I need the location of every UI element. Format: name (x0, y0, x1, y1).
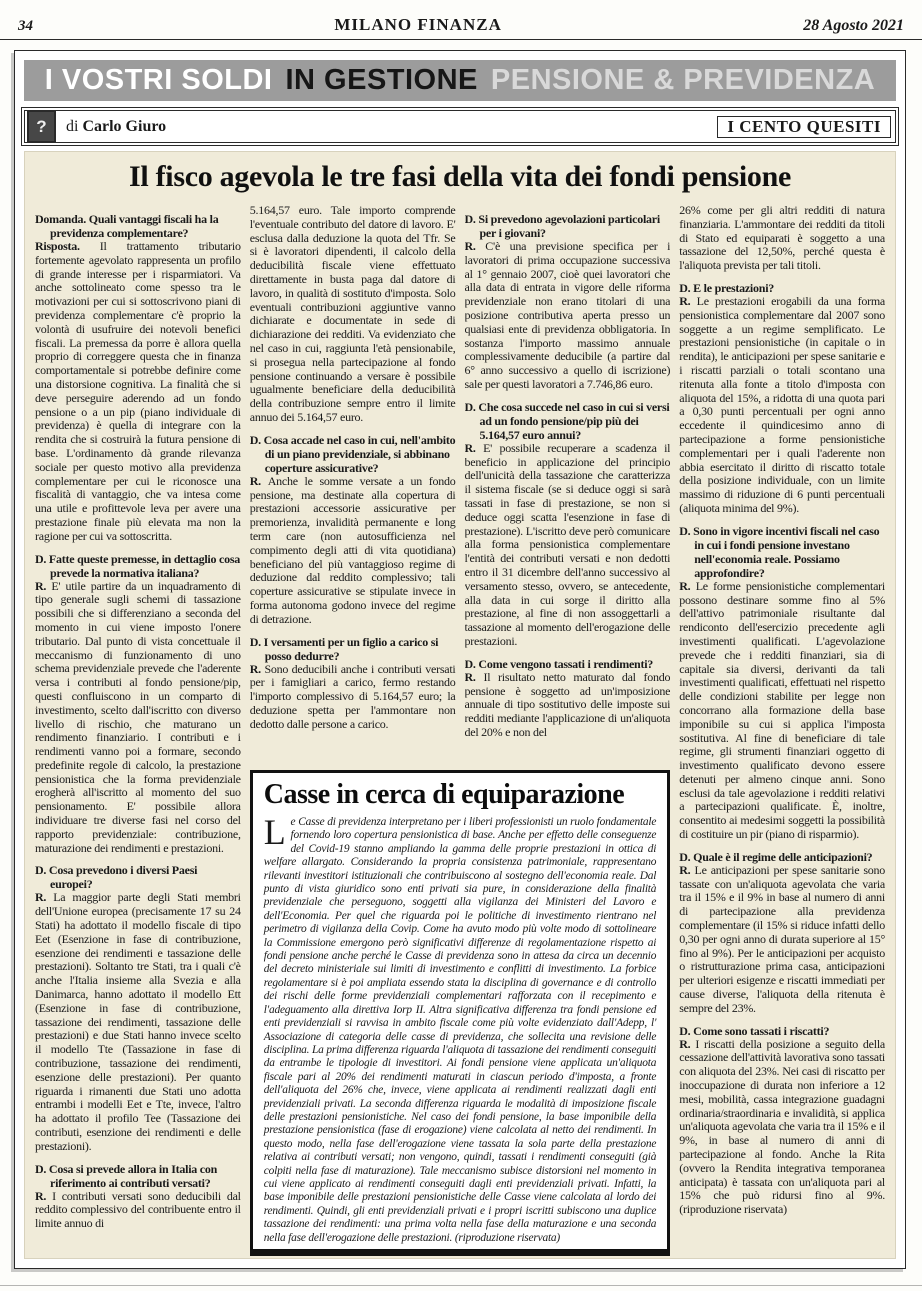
qa-lead: R. (249, 473, 261, 488)
rubric-badge: I CENTO QUESITI (717, 116, 891, 138)
qa-segment (250, 635, 456, 663)
section-banner (24, 60, 896, 101)
qa-text: D. Come sono tassati i riscatti? (679, 1023, 830, 1038)
qa-segment (35, 891, 241, 1153)
qa-text: E' utile partire da un inquadramento di tipo generale sugli schemi di tassazione possibili che si differenziano a seconda del momento in cui viene imposto l'onere tributario. Dal punto di vista concettuale il meccanismo di funzionamento di uno schema previdenziale prevede che l'aderente versa i contributi al fondo pensione/pip, questi confluiscono in un comparto di investimento, scelto dall'iscritto con diverso livello di rischio, che maturano un rendimento finanziario. I contributi e i rendimenti vanno poi a formare, secondo predefinite regole di calcolo, la prestazione pensionistica che la forma previdenziale erogherà all'iscritto al momento del suo pensionamento. E' possibile allora individuare tre diverse fasi nel corso del rapporto previdenziale: contribuzione, maturazione dei rendimenti e prestazioni. (35, 578, 241, 855)
qa-segment (679, 580, 885, 842)
bottom-divider (0, 1285, 922, 1286)
qa-text: D. Cosa accade nel caso in cui, nell'ambito di un piano previdenziale, si abbinano coperture assicurative? (249, 432, 456, 475)
article-columns (35, 204, 885, 1250)
qa-text: E' possibile recuperare a scadenza il beneficio in applicazione del principio dell'unicità della tassazione che caratterizza il sistema fiscale (se si deduce oggi si sarà tassati in fase di prestazione, se non si deduce oggi scatta l'esenzione in fase di prestazione). L'iscritto deve però comunicare alla forma pensionistica complementare l'entità dei contributi versati e non dedotti entro il 31 dicembre dell'anno successivo al versamento stesso, ovvero, se antecedente, alla data in cui sorge il diritto alla prestazione, al fine di non assoggettarli a tassazione al momento dell'erogazione delle prestazioni. (464, 440, 671, 648)
qa-segment (679, 864, 885, 1016)
byline-author: Carlo Giuro (82, 117, 167, 135)
qa-text: La maggior parte degli Stati membri dell'Unione europea (precisamente 17 su 24 Stati) ha adottato il modello fiscale di tipo Eet (Esenzione in fase di contribuzione, esenzione dei rendimenti e tassazione delle prestazioni). Soltanto tre Stati, tra i quali c'è anche l'Italia insieme alla Svezia e alla Danimarca, hanno adottato il modello Ett (Esenzione in fase di contribuzione, tassazione dei rendimenti, tassazione delle prestazioni) e due Stati hanno invece scelto il modello Tte (Tassazione in fase di contribuzione, tassazione dei rendimenti, esenzione delle prestazioni). Per quanto riguarda i rimanenti due Stati uno adotta entrambi i modelli Eet e Tte, invece, l'altro ha adottato il profilo Tee (Tassazione dei contributi, esenzione dei rendimenti e delle prestazioni). (35, 890, 241, 1153)
qa-text: I contributi versati sono deducibili dal reddito complessivo del contribuente entro il limite annuo di (35, 1188, 241, 1231)
qa-segment (465, 240, 671, 392)
qa-text: Il risultato netto maturato dal fondo pensione è soggetto ad un'imposizione annuale di tipo sostitutivo delle imposte sui redditi mediante l'applicazione di un'aliquota del 20% e non del (464, 669, 671, 739)
qa-segment (250, 475, 456, 627)
qa-text: D. E le prestazioni? (679, 280, 775, 295)
qa-text: D. I versamenti per un figlio a carico si posso dedurre? (249, 634, 439, 663)
qa-text: D. Cosa si prevede allora in Italia con riferimento ai contributi versati? (35, 1161, 218, 1190)
qa-text: 5.164,57 euro. Tale importo comprende l'eventuale contributo del datore di lavoro. E' esclusa dalla deduzione la quota del Tfr. Se si è lavoratori dipendenti, il calcolo della deducibilità fiscale viene effettuato direttamente in busta paga dal datore di lavoro, in qualità di sostituto d'imposta. Solo eventuali contribuzioni aggiuntive vanno dichiarate e documentate in sede di dichiarazione dei redditi. Va evidenziato che nel caso in cui, raggiunta l'età pensionabile, si prosegua nella partecipazione al fondo pensione continuando a versare è possibile ugualmente beneficiare della deducibilità della contribuzione sempre entro il limite annuo dei 5.164,57 euro. (249, 204, 456, 424)
qa-segment (35, 1190, 241, 1231)
qa-segment (250, 663, 456, 732)
qa-segment (250, 433, 456, 475)
qa-segment (35, 863, 241, 891)
qa-lead: R. (679, 578, 691, 593)
qa-text: Il trattamento tributario fortemente agevolato rappresenta un profilo di grande interesse per i risparmiatori. Va anche sottolineato come spesso tra le motivazioni per cui si sottoscrivono piani di previdenza complementare c'è proprio la volontà di usufruire dei notevoli benefici fiscali. La premessa da porre è allora quella proprio di correggere questa che in finanza comportamentale si potrebbe definire come una distorsione cognitiva. La finalità che si deve perseguire aderendo ad un fondo pensione o a un pip (piano individuale di previdenza) è quella di integrare con la rendita che si costruirà la futura pensione di base. L'ordinamento dà grande rilevanza sociale per questo motivo alla previdenza complementare per cui le riconosce una fiscalità di vantaggio, che va intesa come una utile e profittevole leva per avere una prestazione finale più elevata ma non la ragione per cui va sottoscritta. (35, 239, 241, 543)
qa-text: Le anticipazioni per spese sanitarie sono tassate con un'aliquota agevolata che varia tra il 15% e il 9% in base al numero di anni di partecipazione alla previdenza complementare (il 15% si riduce infatti dello 0,30 per ogni anno di durata superiore al 15° fino al 9%). Per le anticipazioni per acquisto o ristrutturazione prima casa, anticipazioni per ulteriori esigenze e riscatti immediati per cause diverse, l'aliquota della ritenuta è sempre del 23%. (679, 862, 885, 1015)
qa-text: D. Come vengono tassati i rendimenti? (464, 656, 654, 671)
qa-lead: R. (464, 239, 476, 253)
qa-segment (679, 1024, 885, 1038)
qa-segment (465, 400, 671, 442)
main-article (24, 151, 896, 1259)
qa-segment (35, 212, 241, 240)
masthead (0, 0, 922, 40)
qa-text: Anche le somme versate a un fondo pensione, ma destinate alla copertura di prestazioni accessorie assicurative per premorienza, invalidità permanente e long term care (non autosufficienza nel compimento degli atti di vita quotidiana) beneficiano del più vantaggioso regime di deduzione dal reddito complessivo; tali coperture assicurative se stipulate invece in forma autonoma godono invece del regime di detrazione. (249, 473, 456, 626)
qa-segment (35, 1162, 241, 1190)
qa-text: Domanda. Quali vantaggi fiscali ha la previdenza complementare? (35, 212, 219, 240)
qa-text: D. Sono in vigore incentivi fiscali nel caso in cui i fondi pensione investano nell'economia reale. Possiamo approfondire? (679, 523, 880, 580)
qa-segment (35, 552, 241, 580)
qa-text: D. Si prevedono agevolazioni particolari per i giovani? (464, 212, 660, 240)
article-column-1 (35, 204, 241, 1250)
banner-part-gestione: IN GESTIONE (285, 64, 478, 96)
section-frame (14, 50, 906, 1269)
qa-segment (465, 442, 671, 649)
qa-segment (465, 212, 671, 240)
article-column-4 (679, 204, 885, 1250)
byline-bar (24, 110, 896, 143)
qa-text: D. Quale è il regime delle anticipazioni? (679, 849, 873, 864)
qa-segment (250, 204, 456, 425)
qa-text: Le prestazioni erogabili da una forma pensionistica complementare dal 2007 sono soggette a un regime semplificato. Le prestazioni pensionistiche (in capitale o in rendita), le anticipazioni per spese sanitarie e i riscatti parziali o totali scontano una ritenuta alla fonte a titolo d'imposta con aliquota del 15%, a ridotta di una quota pari a 0,30 punti percentuali per ogni anno eccedente il quindicesimo anno di partecipazione a forme pensionistiche complementari per i quali l'aderente non abbia esercitato il diritto di riscatto totale della posizione individuale, con un limite massimo di riduzione di 6 punti percentuali (aliquota minima del 9%). (679, 293, 885, 515)
qa-segment (465, 657, 671, 671)
qa-text: C'è una previsione specifica per i lavoratori di prima occupazione successiva al 1° gennaio 2007, cioè quei lavoratori che alla data di entrata in vigore delle riforma previdenziale non erano titolari di una posizione contributiva aperta presso un qualsiasi ente di previdenza obbligatoria. In sostanza l'importo massimo annuale complessivamente deducibile (a partire dal 6° anno successivo a quello di iscrizione) sale per questi lavoratori a 7.746,86 euro. (464, 239, 671, 391)
qa-lead: R. (464, 440, 476, 455)
qa-lead: R. (679, 862, 691, 877)
qa-lead: R. (35, 1188, 47, 1203)
qa-segment (679, 204, 885, 273)
qa-segment (679, 281, 885, 295)
article-column-2 (250, 204, 456, 764)
qa-segment (679, 1038, 885, 1217)
qa-segment (35, 240, 241, 544)
qa-lead: R. (35, 890, 47, 905)
qa-lead: Risposta. (35, 239, 80, 253)
qa-lead: R. (35, 578, 47, 593)
sidebox-casse (250, 770, 671, 1256)
qa-segment (35, 580, 241, 856)
sidebox-title: Casse in cerca di equiparazione (263, 779, 625, 810)
qa-segment (465, 671, 671, 740)
publication-name: MILANO FINANZA (334, 15, 502, 34)
qa-text: Le forme pensionistiche complementari possono destinare somme fino al 5% dell'attivo patrimoniale risultante dal rendiconto dell'esercizio precedente agli investimenti qualificati. L'agevolazione prevede che i redditi finanziari, sia di capitale sia diversi, derivanti da tali investimenti qualificati, effettuati nel rispetto delle condizioni stabilite per legge non concorrano alla formazione della base imponibile su cui si applica l'imposta sostitutiva. Al fine di beneficiare di tale regime, gli strumenti finanziari oggetto di investimento qualificato devono essere detenuti per almeno cinque anni. Sono esclusi da tale agevolazione i redditi relativi a partecipazioni qualificate. È, inoltre, consentito ai medesimi soggetti la possibilità di costituire un pir (piano di risparmio). (679, 578, 885, 842)
sidebox-body: Le Casse di previdenza interpretano per i liberi professionisti un ruolo fondamentale fornendo loro copertura pensionistica di base. Anche per effetto delle conseguenze del Covid-19 stanno ampliando la gamma delle proprie prestazioni in ottica di welfare allargato. Considerando la propria consistenza patrimoniale, rappresentano rilevanti investitori istituzionali che contribuiscono al sostegno dell'economia reale. Dal punto di vista giuridico sono enti privati sia pure, in considerazione della finalità previdenziale che perseguono, soggetti alla vigilanza dei Ministeri del Lavoro e dell'Economia. Per quel che riguarda poi le politiche di investimento rientrano nel perimetro di vigilanza della Covip. Come ha avuto modo più volte modo di sottolineare la Commissione emergono però significativi differenze di regolamentazione rispetto ai fondi pensione anche perché le Casse di previdenza sono in attesa da circa un decennio del decreto ministeriale sui limiti di investimento e conflitti di investimento. La forbice regolamentare si è poi ampliata essendo stata la disciplina di governance e di controllo dei rischi delle forme previdenziali complementari rafforzata con il recepimento e l'adeguamento alla direttiva Iorp II. Altra significativa differenza tra fondi pensione ed enti previdenziali si ravvisa in ambito fiscale come più volte evidenziato dall'Adepp, l' Associazione di categoria delle casse di previdenza, che sollecita una revisione delle disciplina. La prima differenza riguarda l'aliquota di tassazione dei rendimenti conseguiti da entrambe le tipologie di investitori. Ai fondi pensione viene applicata un'aliquota fiscale pari al 20% dei rendimenti maturati in ciascun periodo d'imposta, a fronte dell'aliquota del 26% che, invece, viene applicata ai rendimenti realizzati dagli enti previdenziali privati. La seconda differenza riguarda le modalità di imposizione fiscale delle prestazioni pensionistiche. Nel caso dei fondi pensione, la base imponibile della prestazione pensionistica (fase di erogazione) viene calcolata al netto dei rendimenti. In questo modo, nella fase dell'erogazione viene tassata la sola parte della prestazione relativa ai contributi versati; non vengono, quindi, tassati i rendimenti conseguiti (già colpiti nella fase di maturazione). Tale meccanismo subisce distorsioni nel momento in cui viene applicato ai rendimenti conseguiti dagli enti previdenziali privati. Infatti, la base imponibile delle prestazioni pensionistiche delle Casse viene calcolata al lordo dei rendimenti. Quindi, gli enti previdenziali privati e i propri iscritti subiscono una duplice tassazione dei rendimenti: una prima volta nella fase della maturazione e una seconda nella fase dell'erogazione delle prestazioni. (riproduzione riservata) (263, 812, 657, 1244)
byline (66, 118, 166, 136)
qa-lead: R. (679, 1036, 691, 1051)
qa-segment (679, 295, 885, 516)
qa-lead: R. (464, 669, 476, 684)
banner-part-soldi: I VOSTRI SOLDI (44, 64, 273, 96)
article-column-3 (465, 204, 671, 764)
page-number: 34 (18, 18, 33, 34)
question-icon: ? (27, 110, 56, 143)
banner-part-pensione: PENSIONE & PREVIDENZA (490, 64, 876, 96)
qa-text: 26% come per gli altri redditi di natura finanziaria. L'ammontare dei redditi da titoli di Stato ed equiparati è soggetto a una tassazione del 12,50%, perché questa è l'aliquota prevista per tali titoli. (679, 204, 885, 273)
qa-segment (679, 850, 885, 864)
qa-text: D. Che cosa succede nel caso in cui si versi ad un fondo pensione/pip più dei 5.164,57 euro annui? (464, 399, 670, 442)
article-headline: Il fisco agevola le tre fasi della vita dei fondi pensione (128, 160, 792, 193)
qa-text: D. Cosa prevedono i diversi Paesi europei? (35, 863, 198, 892)
issue-date: 28 Agosto 2021 (803, 17, 904, 34)
qa-lead: R. (249, 661, 261, 676)
qa-lead: R. (679, 293, 691, 308)
qa-text: Sono deducibili anche i contributi versati per i famigliari a carico, fermo restando l'importo complessivo di 5.164,57 euro; la deduzione spetta per l'ammontare non dedotto dalle persone a carico. (249, 661, 456, 731)
qa-segment (679, 524, 885, 580)
byline-prefix: di (66, 117, 79, 135)
qa-text: I riscatti della posizione a seguito della cessazione dell'attività lavorativa sono tassati con aliquota del 23%. Nei casi di riscatto per inoccupazione di durata non inferiore a 12 mesi, mobilità, cassa integrazione guadagni ordinaria/straordinaria e invalidità, si applica un'aliquota agevolata che varia tra il 15% e il 9%, in base al numero di anni di partecipazione al fondo. Anche la Rita (ovvero la Rendita integrativa temporanea anticipata) è tassata con un'aliquota pari al 15% che può ridursi fino al 9%. (riproduzione riservata) (679, 1036, 885, 1217)
qa-text: D. Fatte queste premesse, in dettaglio cosa prevede la normativa italiana? (35, 551, 240, 580)
